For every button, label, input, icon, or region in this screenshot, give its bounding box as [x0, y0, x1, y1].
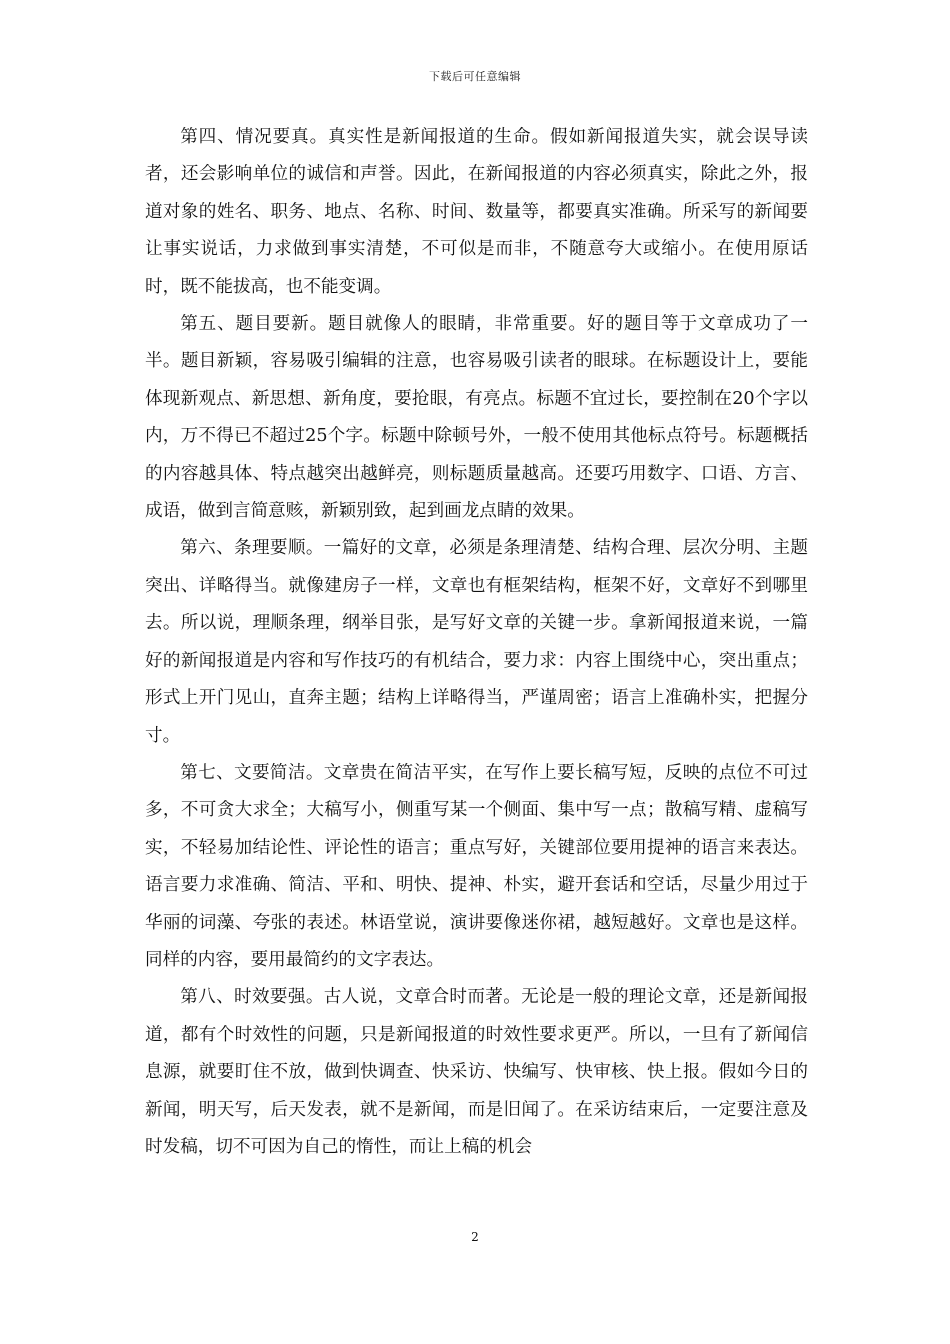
paragraph-5-title: 第五、题目要新。题目就像人的眼睛，非常重要。好的题目等于文章成功了一半。题目新颖，容易吸引编辑的注意，也容易吸引读者的眼球。在标题设计上，要能体现新观点、新思想、新角度，要抢眼，有亮点。标题不宜过长，要控制在20个字以内，万不得已不超过25个字。标题中除顿号外，一般不使用其他标点符号。标题概括的内容越具体、特点越突出越鲜亮，则标题质量越高。还要巧用数字、口语、方言、成语，做到言简意赅，新颖别致，起到画龙点睛的效果。 — [145, 314, 808, 522]
paragraph-6-structure: 第六、条理要顺。一篇好的文章，必须是条理清楚、结构合理、层次分明、主题突出、详略得当。就像建房子一样，文章也有框架结构，框架不好，文章好不到哪里去。所以说，理顺条理，纲举目张，是写好文章的关键一步。拿新闻报道来说，一篇好的新闻报道是内容和写作技巧的有机结合，要力求：内容上围绕中心，突出重点；形式上开门见山，直奔主题；结构上详略得当，严谨周密；语言上准确朴实，把握分寸。 — [145, 538, 808, 746]
paragraph-8-timeliness: 第八、时效要强。古人说，文章合时而著。无论是一般的理论文章，还是新闻报道，都有个时效性的问题，只是新闻报道的时效性要求更严。所以，一旦有了新闻信息源，就要盯住不放，做到快调查、快采访、快编写、快审核、快上报。假如今日的新闻，明天写，后天发表，就不是新闻，而是旧闻了。在采访结束后，一定要注意及时发稿，切不可因为自己的惰性，而让上稿的机会 — [145, 987, 808, 1157]
header-note: 下载后可任意编辑 — [429, 70, 521, 83]
paragraph-4-accuracy: 第四、情况要真。真实性是新闻报道的生命。假如新闻报道失实，就会误导读者，还会影响单位的诚信和声誉。因此，在新闻报道的内容必须真实，除此之外，报道对象的姓名、职务、地点、名称、时间、数量等，都要真实准确。所采写的新闻要让事实说话，力求做到事实清楚，不可似是而非，不随意夸大或缩小。在使用原话时，既不能拔高，也不能变调。 — [145, 127, 808, 297]
body-text — [145, 119, 808, 1166]
page-number: 2 — [471, 1230, 479, 1244]
paragraph-7-concise: 第七、文要简洁。文章贵在简洁平实，在写作上要长稿写短，反映的点位不可过多，不可贪大求全；大稿写小，侧重写某一个侧面、集中写一点；散稿写精、虚稿写实，不轻易加结论性、评论性的语言；重点写好，关键部位要用提神的语言来表达。语言要力求准确、简洁、平和、明快、提神、朴实，避开套话和空话，尽量少用过于华丽的词藻、夸张的表述。林语堂说，演讲要像迷你裙，越短越好。文章也是这样。同样的内容，要用最简约的文字表达。 — [145, 762, 808, 970]
